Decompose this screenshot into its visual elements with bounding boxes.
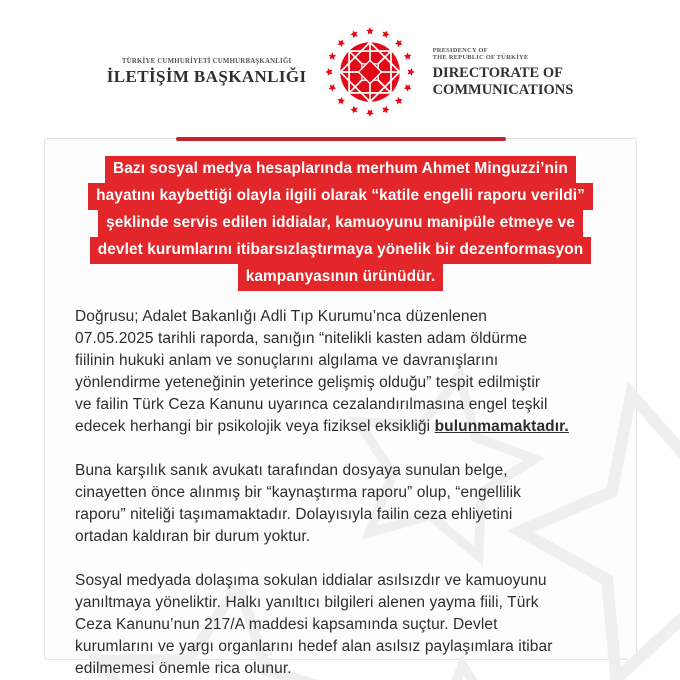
- turkish-logo-small-caps: TÜRKİYE CUMHURİYETİ CUMHURBAŞKANLIĞI: [121, 57, 292, 65]
- english-logo-small-caps: [433, 47, 574, 62]
- highlighted-statement: [49, 156, 632, 291]
- header: [0, 0, 680, 132]
- highlight-line: hayatını kaybettiği olayla ilgili olarak “katile engelli raporu verildi”: [49, 183, 632, 210]
- emphasized-word: bulunmamaktadır.: [434, 418, 569, 435]
- paragraph-forensic-report: Doğrusu; Adalet Bakanlığı Adli Tıp Kurumu’nca düzenlenen 07.05.2025 tarihli raporda, sanığın “nitelikli kasten adam öldürme fiilinin hukuki anlam ve sonuçlarını algılama ve davranışlarını yönlendirme yeteneğinin yeterince gelişmiş olduğu” tespit edilmiştir ve failin Türk Ceza Kanunu uyarınca cezalandırılmasına engel teşkil edecek herhangi bir psikolojik veya fiziksel eksikliği bulunmamaktadır.: [75, 306, 606, 438]
- english-logo-title-line2: COMMUNICATIONS: [432, 81, 574, 98]
- paragraph-last-line: edecek herhangi bir psikolojik veya fiziksel eksikliği bulunmamaktadır.: [75, 418, 569, 435]
- highlight-line: kampanyasının ürünüdür.: [49, 264, 632, 291]
- highlight-line: devlet kurumlarını itibarsızlaştırmaya yönelik bir dezenformasyon: [49, 237, 632, 264]
- english-logo-small-line1: PRESIDENCY OF: [432, 46, 488, 54]
- statement-content: [45, 156, 636, 680]
- red-accent-line: [176, 137, 506, 141]
- paragraph-warning: Sosyal medyada dolaşıma sokulan iddialar asılsızdır ve kamuoyunu yanıltmaya yöneliktir. Halkı yanıltıcı bilgileri alenen yayma fiili, Türk Ceza Kanunu’nun 217/A maddesi kapsamında suçtur. Devlet kurumlarını ve yargı organlarını hedef alan asılsız paylaşımlara itibar edilmemesi önemle rica olunur.: [75, 572, 553, 677]
- highlight-line: şeklinde servis edilen iddialar, kamuoyunu manipüle etmeye ve: [49, 210, 632, 237]
- turkish-logo-title: İLETİŞİM BAŞKANLIĞI: [106, 66, 307, 86]
- english-logo-small-line2: THE REPUBLIC OF TÜRKİYE: [432, 54, 529, 61]
- paragraph-defense-document: Buna karşılık sanık avukatı tarafından dosyaya sunulan belge, cinayetten önce alınmış bir “kaynaştırma raporu” olup, “engellilik raporu” niteliği taşımamaktadır. Dolayısıyla failin ceza ehliyetini ortadan kaldıran bir durum yoktur.: [75, 462, 521, 545]
- directorate-english-logo: [433, 47, 574, 98]
- highlight-line: Bazı sosyal medya hesaplarında merhum Ahmet Minguzzi’nin: [49, 156, 632, 183]
- statement-card: [44, 138, 637, 677]
- directorate-of-communications-emblem-icon: [322, 23, 418, 121]
- english-logo-title-line1: DIRECTORATE OF: [432, 64, 563, 81]
- english-logo-title: [433, 65, 574, 98]
- turkish-presidency-logo: [107, 58, 307, 87]
